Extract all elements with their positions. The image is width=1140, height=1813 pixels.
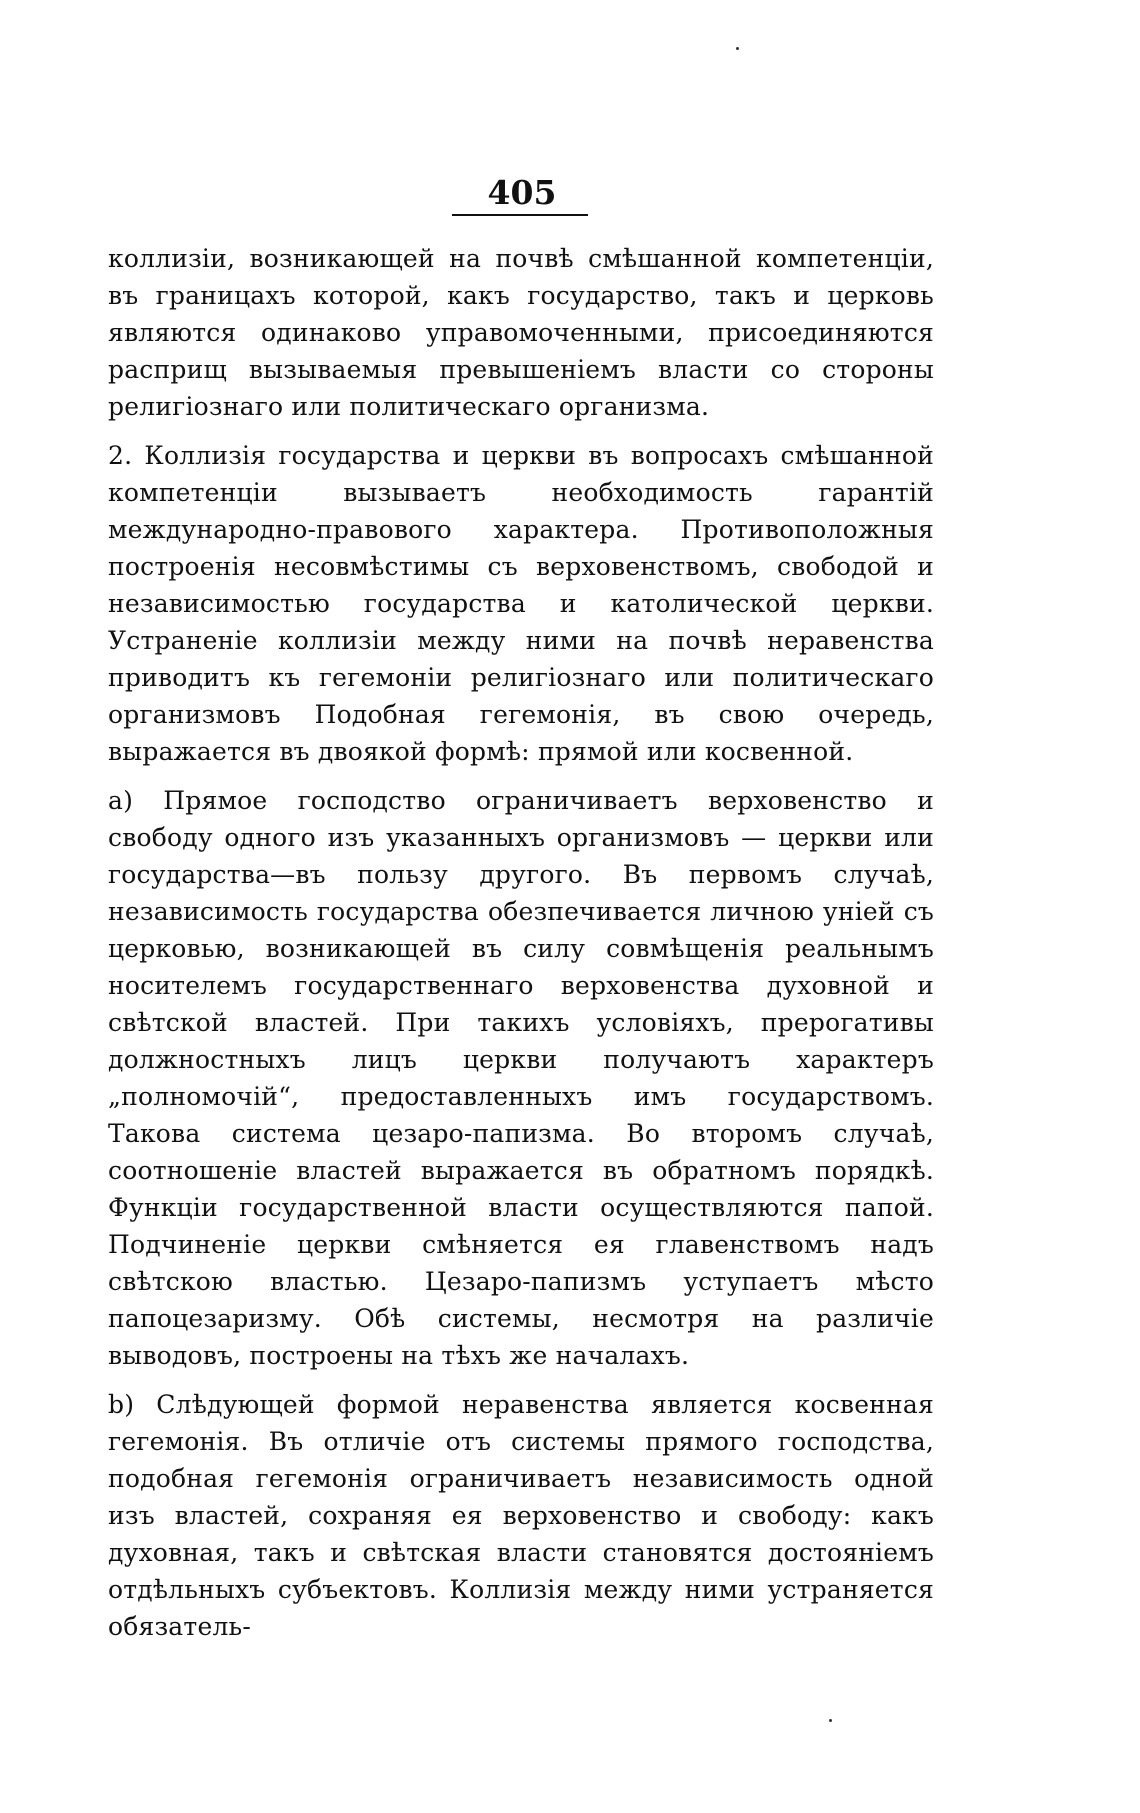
paragraph-collision-intro: коллизіи, возникающей на почвѣ смѣшанной компетенціи, въ границахъ которой, какъ государство, такъ и церковь являются одинаково управомоченными, присоединяются расприщ вызываемыя превышеніемъ власти со стороны религіознаго или политическаго организма. bbox=[108, 244, 934, 421]
paragraph-indirect-hegemony: b) Слѣдующей формой неравенства является косвенная гегемонія. Въ отличіе отъ системы прямого господства, подобная гегемонія ограничиваетъ независимость одной изъ властей, сохраняя ея верховенство и свободу: какъ духовная, такъ и свѣтская власти становятся достояніемъ отдѣльныхъ субъектовъ. Коллизія между ними устраняется обязатель- bbox=[108, 1390, 934, 1641]
page-speck bbox=[829, 1719, 832, 1722]
page-speck bbox=[736, 47, 739, 50]
paragraph-collision-state-church: 2. Коллизія государства и церкви въ вопросахъ смѣшанной компетенціи вызываетъ необходимость гарантій международно-правового характера. Противоположныя построенія несовмѣстимы съ верховенствомъ, свободой и независимостью государства и католической церкви. Устраненіе коллизіи между ними на почвѣ неравенства приводитъ къ гегемоніи религіознаго или политическаго организмовъ Подобная гегемонія, въ свою очередь, выражается въ двоякой формѣ: прямой или косвенной. bbox=[108, 441, 934, 766]
page-text bbox=[108, 240, 934, 1657]
page-number-rule bbox=[452, 214, 588, 216]
page-number: 405 bbox=[487, 173, 557, 212]
paragraph-direct-dominance: а) Прямое господство ограничиваетъ верховенство и свободу одного изъ указанныхъ организмовъ — церкви или государства—въ пользу другого. Въ первомъ случаѣ, независимость государства обезпечивается личною уніей съ церковью, возникающей въ силу совмѣщенія реальнымъ носителемъ государственнаго верховенства духовной и свѣтской властей. При такихъ условіяхъ, прерогативы должностныхъ лицъ церкви получаютъ характеръ „полномочій“, предоставленныхъ имъ государствомъ. Такова система цезаро-папизма. Во второмъ случаѣ, соотношеніе властей выражается въ обратномъ порядкѣ. Функціи государственной власти осуществляются папой. Подчиненіе церкви смѣняется ея главенствомъ надъ свѣтскою властью. Цезаро-папизмъ уступаетъ мѣсто папоцезаризму. Обѣ системы, несмотря на различіе выводовъ, построены на тѣхъ же началахъ. bbox=[108, 786, 934, 1370]
